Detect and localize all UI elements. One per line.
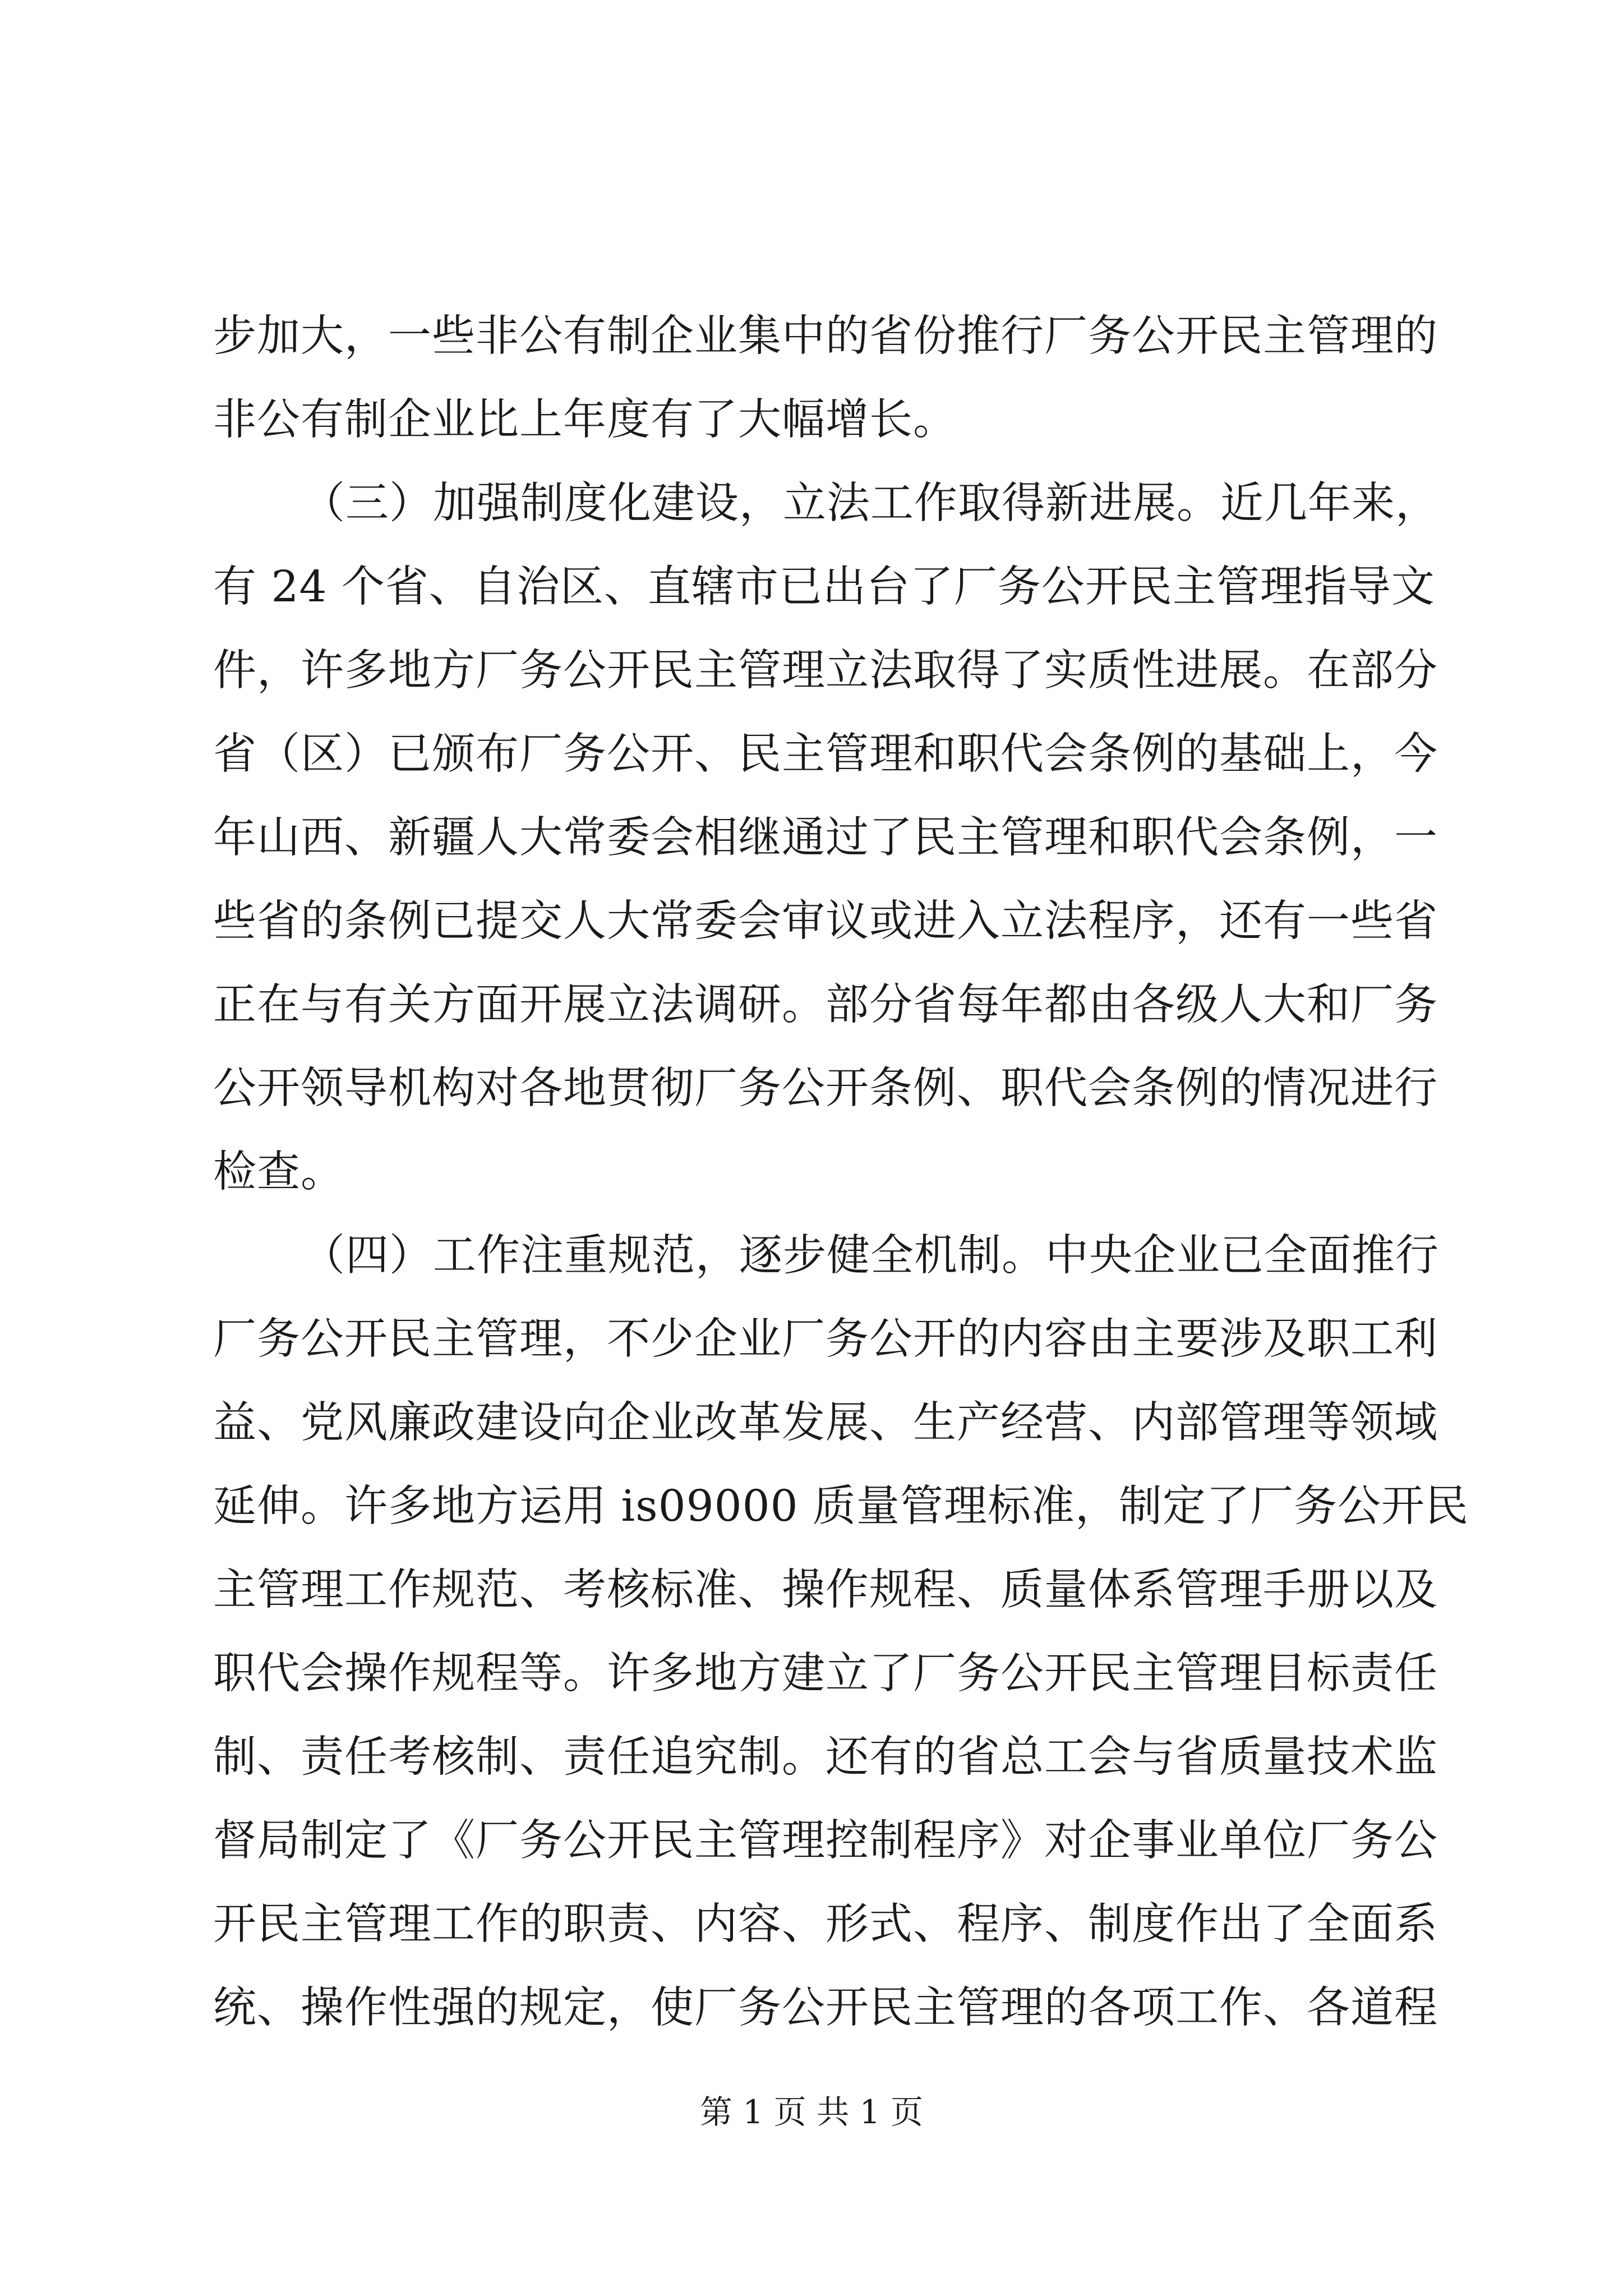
text-line: 公开领导机构对各地贯彻厂务公开条例、职代会条例的情况进行 xyxy=(213,1064,1438,1114)
text-line: 检查。 xyxy=(213,1147,344,1197)
text-line: 步加大，一些非公有制企业集中的省份推行厂务公开民主管理的 xyxy=(213,311,1438,361)
text-line: 省（区）已颁布厂务公开、民主管理和职代会条例的基础上，今 xyxy=(213,729,1438,779)
text-line: 年山西、新疆人大常委会相继通过了民主管理和职代会条例，一 xyxy=(213,813,1438,863)
text-line: 有 24 个省、自治区、直辖市已出台了厂务公开民主管理指导文 xyxy=(213,562,1435,612)
text-line: 正在与有关方面开展立法调研。部分省每年都由各级人大和厂务 xyxy=(213,980,1438,1030)
text-line: 件，许多地方厂务公开民主管理立法取得了实质性进展。在部分 xyxy=(213,646,1438,696)
text-line: 主管理工作规范、考核标准、操作规程、质量体系管理手册以及 xyxy=(213,1565,1438,1615)
section-heading-line: （三）加强制度化建设，立法工作取得新进展。近几年来， xyxy=(302,478,1439,528)
section-heading-line: （四）工作注重规范，逐步健全机制。中央企业已全面推行 xyxy=(302,1231,1439,1281)
text-line: 制、责任考核制、责任追究制。还有的省总工会与省质量技术监 xyxy=(213,1732,1438,1782)
text-line: 职代会操作规程等。许多地方建立了厂务公开民主管理目标责任 xyxy=(213,1649,1438,1699)
text-line: 厂务公开民主管理，不少企业厂务公开的内容由主要涉及职工利 xyxy=(213,1314,1438,1364)
body-text xyxy=(213,295,1469,2050)
text-line: 督局制定了《厂务公开民主管理控制程序》对企事业单位厂务公 xyxy=(213,1816,1438,1866)
page-number-footer: 第 1 页 共 1 页 xyxy=(700,2093,923,2131)
text-line: 非公有制企业比上年度有了大幅增长。 xyxy=(213,395,957,445)
text-line: 益、党风廉政建设向企业改革发展、生产经营、内部管理等领域 xyxy=(213,1398,1438,1448)
text-line: 延伸。许多地方运用 is09000 质量管理标准，制定了厂务公开民 xyxy=(213,1481,1469,1531)
text-line: 统、操作性强的规定，使厂务公开民主管理的各项工作、各道程 xyxy=(213,1983,1438,2033)
text-line: 些省的条例已提交人大常委会审议或进入立法程序，还有一些省 xyxy=(213,896,1438,946)
text-line: 开民主管理工作的职责、内容、形式、程序、制度作出了全面系 xyxy=(213,1899,1438,1949)
